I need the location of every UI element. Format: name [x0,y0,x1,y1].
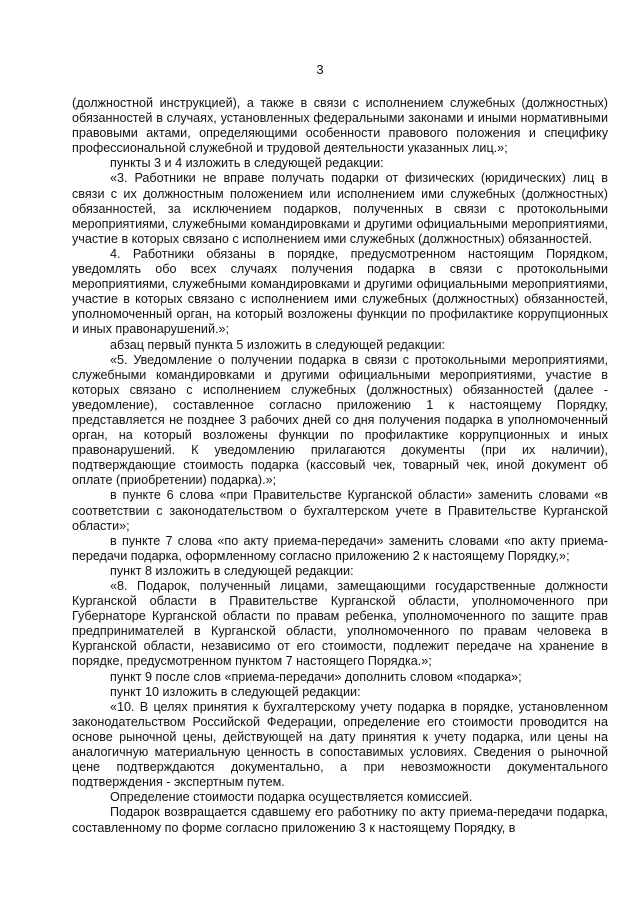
paragraph-1: (должностной инструкцией), а также в связи с исполнением служебных (должностных) обязанностей в случаях, установленных федеральными законами и иными нормативными правовыми актами, определяющими особенности правового положения и специфику профессиональной служебной и трудовой деятельности указанных лиц.»; [72,96,608,156]
paragraph-10: «8. Подарок, полученный лицами, замещающими государственные должности Курганской области в Правительстве Курганской области, уполномоченного при Губернаторе Курганской области по правам ребенка, уполномоченного по защите прав предпринимателей в Курганской области, уполномоченного по правам человека в Курганской области, независимо от его стоимости, подлежит передаче на хранение в порядке, предусмотренном пунктом 7 настоящего Порядка.»; [72,579,608,669]
paragraph-4: 4. Работники обязаны в порядке, предусмотренном настоящим Порядком, уведомлять обо всех случаях получения подарка в связи с протокольными мероприятиями, служебными командировками и другими официальными мероприятиями, участие в которых связано с исполнением ими служебных (должностных) обязанностей, уполномоченный орган, на который возложены функции по профилактике коррупционных и иных правонарушений.»; [72,246,608,337]
paragraph-12: пункт 10 изложить в следующей редакции: [110,684,361,699]
paragraph-3: «3. Работники не вправе получать подарки от физических (юридических) лиц в связи с их должностным положением или исполнением ими служебных (должностных) обязанностей, за исключением подарков, полученных в связи с протокольными мероприятиями, служебными командировками и другими официальными мероприятиями, участие в которых связано с исполнением ими служебных (должностных) обязанностей. [72,171,608,246]
paragraph-8: в пункте 7 слова «по акту приема-передачи» заменить словами «по акту приема-передачи подарка, оформленному согласно приложению 2 к настоящему Порядку,»; [72,533,608,563]
paragraph-2: пункты 3 и 4 изложить в следующей редакции: [110,156,384,171]
document-body [72,96,608,836]
paragraph-15: Подарок возвращается сдавшему его работнику по акту приема-передачи подарка, составленному по форме согласно приложению 3 к настоящему Порядку, в [72,805,608,835]
paragraph-6: «5. Уведомление о получении подарка в связи с протокольными мероприятиями, служебными командировками и другими официальными мероприятиями, участие в которых связано с исполнением служебных (должностных) обязанностей (далее - уведомление), составленное согласно приложению 1 к настоящему Порядку, представляется не позднее 3 рабочих дней со дня получения подарка в уполномоченный орган, на который возложены функции по профилактике коррупционных и иных правонарушений. К уведомлению прилагаются документы (при их наличии), подтверждающие стоимость подарка (кассовый чек, товарный чек, иной документ об оплате (приобретении) подарка).»; [72,352,608,488]
paragraph-9: пункт 8 изложить в следующей редакции: [110,563,354,578]
paragraph-7: в пункте 6 слова «при Правительстве Курганской области» заменить словами «в соответствии с законодательством о бухгалтерском учете в Правительстве Курганской области»; [72,488,608,533]
page-number: 3 [316,62,324,77]
paragraph-11: пункт 9 после слов «приема-передачи» дополнить словом «подарка»; [110,669,522,684]
paragraph-5: абзац первый пункта 5 изложить в следующей редакции: [110,337,445,352]
paragraph-14: Определение стоимости подарка осуществляется комиссией. [110,790,473,805]
paragraph-13: «10. В целях принятия к бухгалтерскому учету подарка в порядке, установленном законодательством Российской Федерации, определение его стоимости проводится на основе рыночной цены, действующей на дату принятия к учету подарка, или цены на аналогичную материальную ценность в сопоставимых условиях. Сведения о рыночной цене подтверждаются документально, а при невозможности документального подтверждения - экспертным путем. [72,699,608,790]
